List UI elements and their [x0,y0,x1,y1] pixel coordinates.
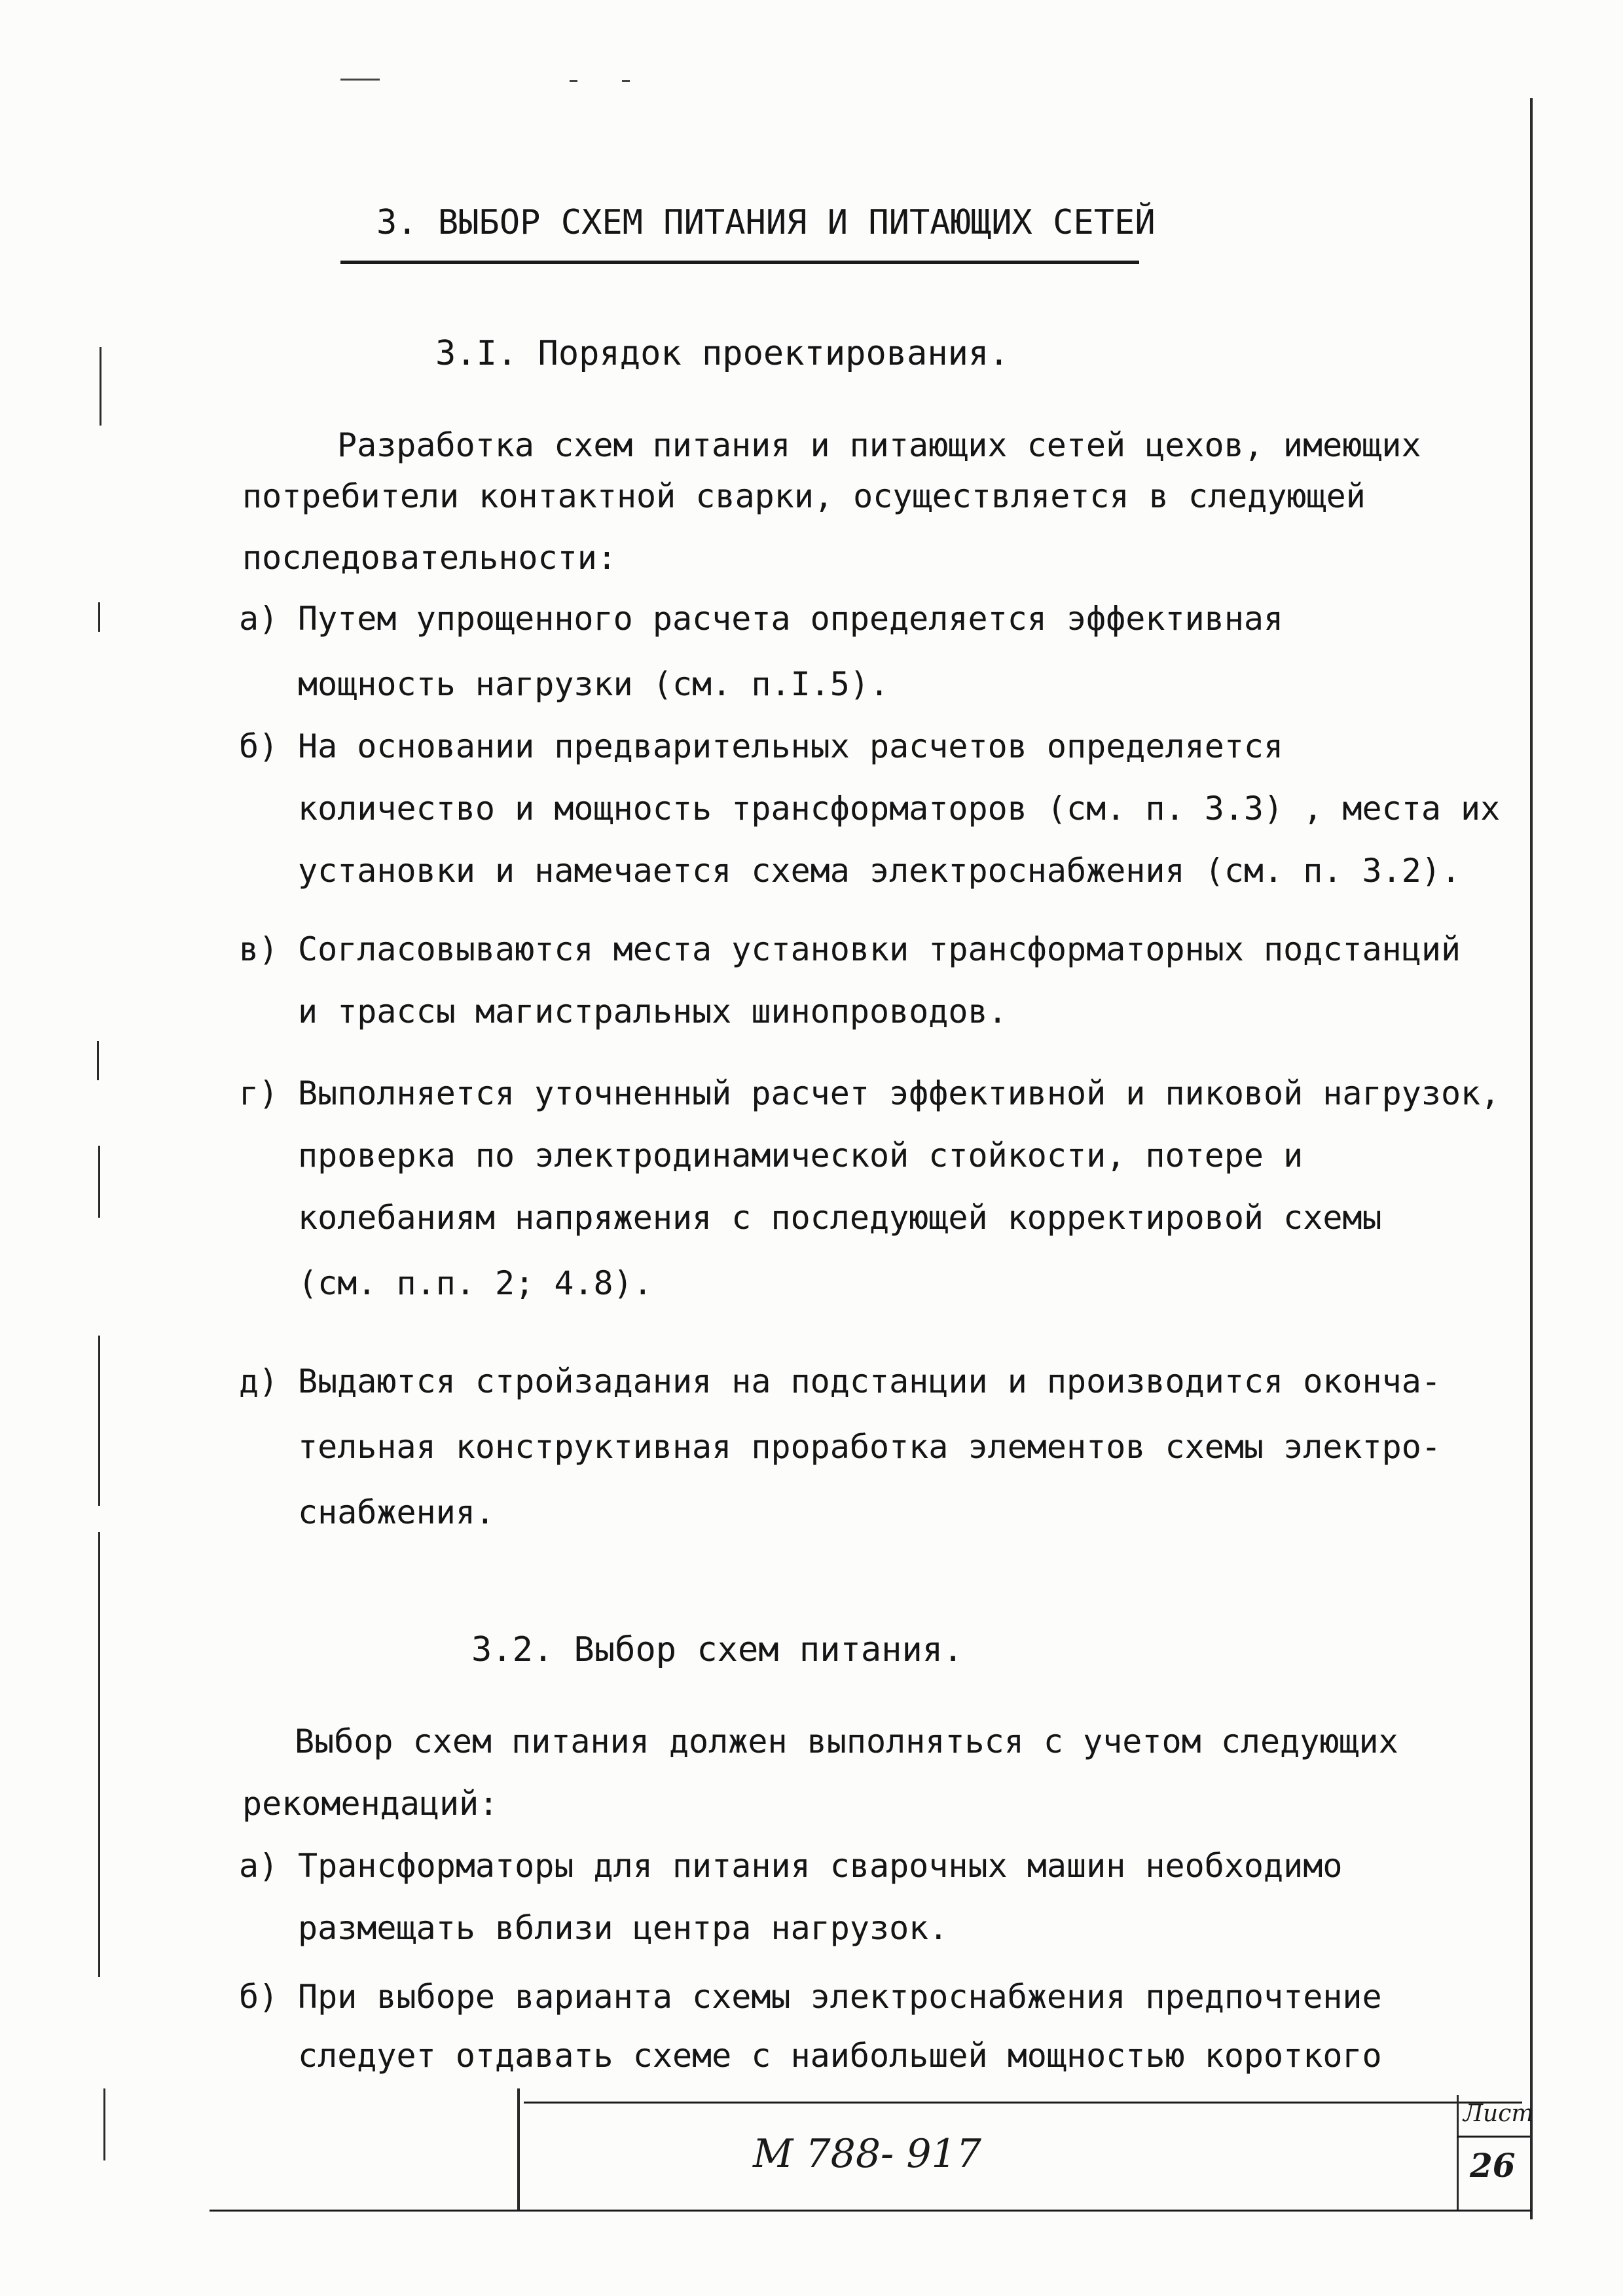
stamp-right-line [1457,2095,1459,2210]
list-item-line: мощность нагрузки (см. п.I.5). [298,665,890,703]
list-item-line: размещать вблизи центра нагрузок. [298,1909,949,1947]
list-item-line: проверка по электродинамической стойкости, потере и [298,1137,1304,1175]
list-marker: б) [239,727,279,765]
list-item-line: Выполняется уточненный расчет эффективной и пиковой нагрузок, [298,1074,1501,1112]
list-item-line: и трассы магистральных шинопроводов. [298,993,1008,1030]
list-item-line: установки и намечается схема электроснабжения (см. п. 3.2). [298,852,1461,890]
right-border [1530,98,1533,2219]
list-item-line: следует отдавать схеме с наибольшей мощностью короткого [298,2037,1382,2075]
list-marker: г) [239,1074,279,1112]
list-marker: д) [239,1362,279,1400]
stamp-left-line [517,2088,520,2210]
section-title: 3. ВЫБОР СХЕМ ПИТАНИЯ И ПИТАЮЩИХ СЕТЕЙ [376,203,1156,242]
stamp-top-line [524,2102,1522,2104]
list-item-line: Выдаются стройзадания на подстанции и производится оконча- [298,1362,1441,1400]
subsection-title-3-2: 3.2. Выбор схем питания. [471,1630,964,1669]
list-item-line: При выборе варианта схемы электроснабжения предпочтение [298,1978,1382,2016]
list-item-line: тельная конструктивная проработка элементов схемы электро- [298,1428,1441,1466]
list-marker: а) [239,1847,279,1885]
list-marker: б) [239,1978,279,2016]
intro-line: потребители контактной сварки, осуществляется в следующей [242,477,1366,515]
list-item-line: Трансформаторы для питания сварочных машин необходимо [298,1847,1343,1885]
subsection-title-3-1: 3.I. Порядок проектирования. [435,334,1010,373]
scan-mark [570,80,577,82]
margin-mark [98,1532,100,1977]
margin-mark [100,347,101,426]
list-item-line: Путем упрощенного расчета определяется эффективная [298,600,1284,638]
document-number: М 788- 917 [753,2131,981,2177]
sheet-number: 26 [1470,2146,1516,2185]
margin-mark [98,602,100,632]
scan-mark [340,79,380,81]
margin-mark [97,1041,99,1080]
list-item-line: Согласовываются места установки трансформаторных подстанций [298,930,1461,968]
intro-line: рекомендаций: [242,1785,499,1823]
margin-mark [98,1336,100,1506]
list-item-line: снабжения. [298,1493,496,1531]
list-item-line: колебаниям напряжения с последующей корректировой схемы [298,1199,1382,1237]
stamp-bottom-line [210,2210,1532,2212]
list-item-line: На основании предварительных расчетов определяется [298,727,1284,765]
title-underline [340,261,1139,264]
sheet-label: Лист [1463,2100,1534,2127]
list-item-line: (см. п.п. 2; 4.8). [298,1264,653,1302]
margin-mark [98,1146,100,1218]
list-marker: а) [239,600,279,638]
stamp-sheet-divider [1457,2136,1530,2138]
margin-mark [103,2088,105,2160]
list-marker: в) [239,930,279,968]
list-item-line: количество и мощность трансформаторов (см. п. 3.3) , места их [298,790,1501,828]
intro-line: последовательности: [242,539,617,577]
intro-line: Разработка схем питания и питающих сетей цехов, имеющих [337,426,1421,464]
scan-mark [622,80,630,82]
intro-line: Выбор схем питания должен выполняться с учетом следующих [295,1722,1398,1760]
